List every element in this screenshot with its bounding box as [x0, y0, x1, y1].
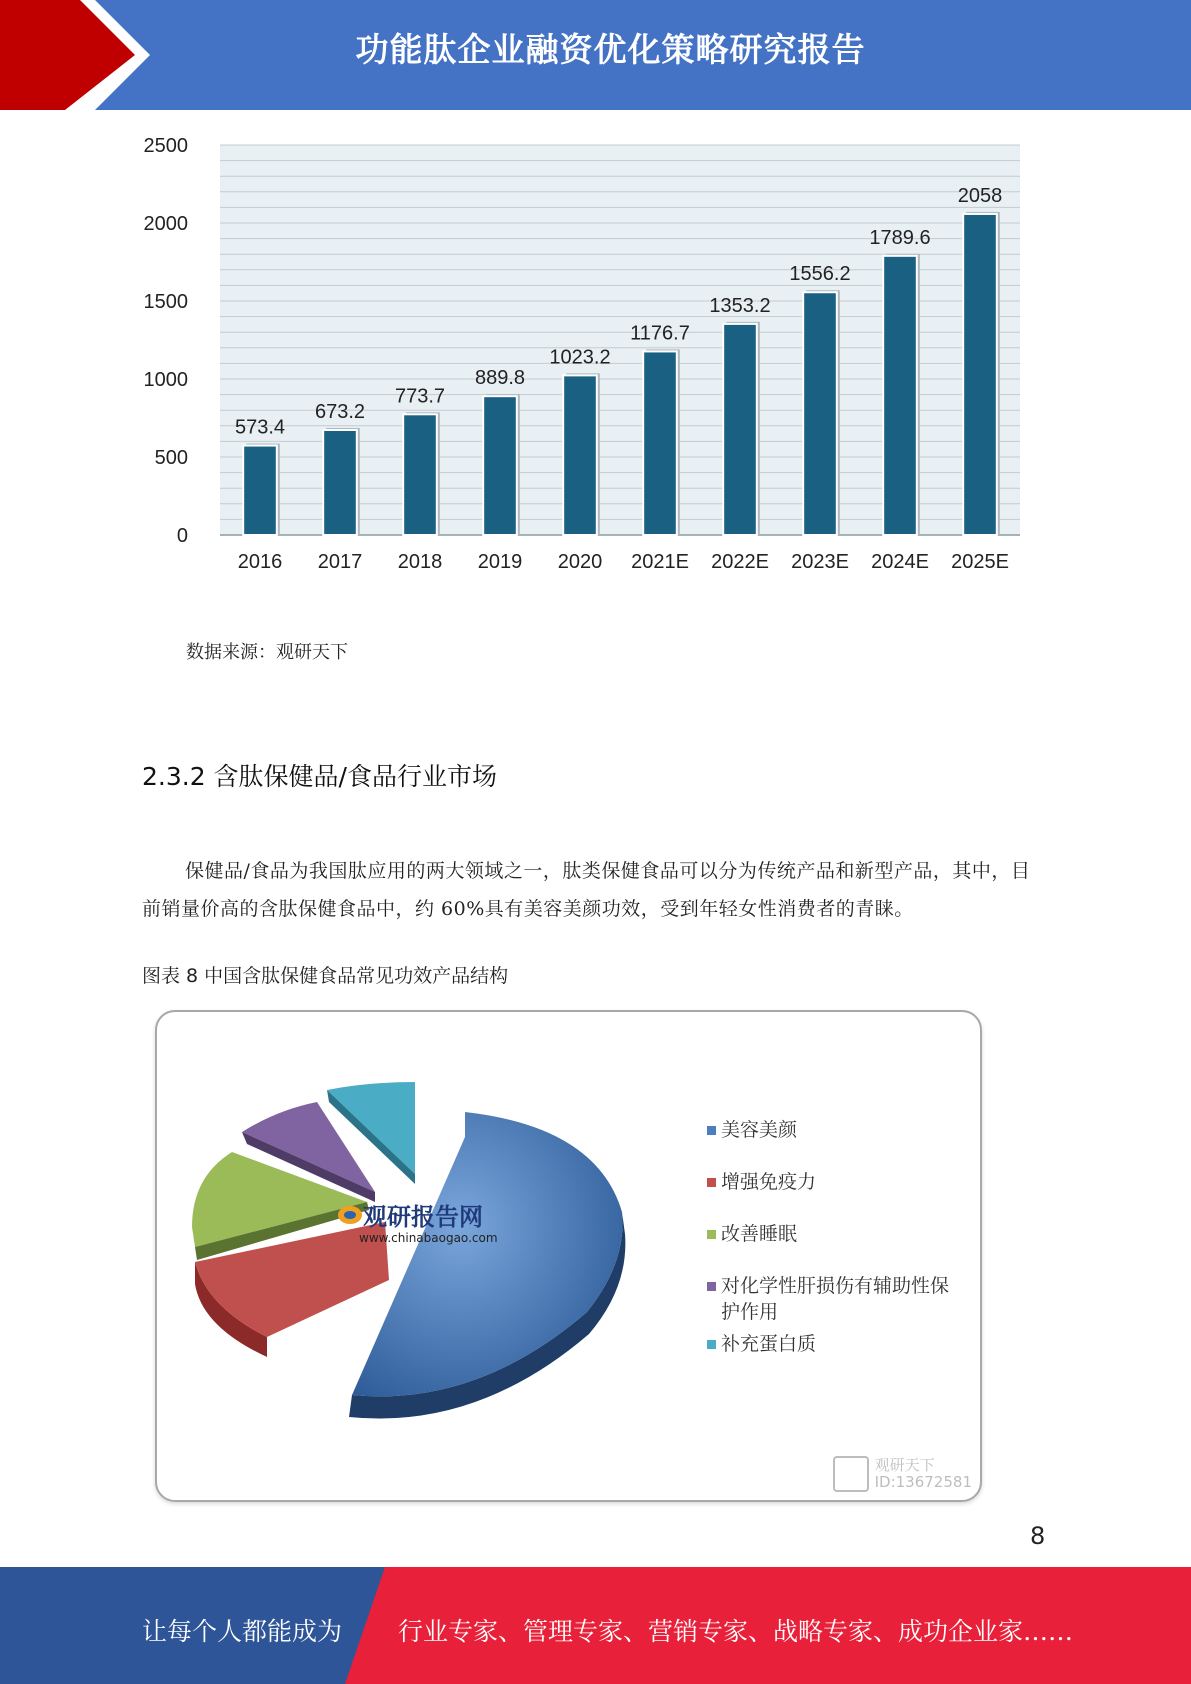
figure-caption: 图表 8 中国含肽保健食品常见功效产品结构 — [142, 965, 509, 987]
watermark-brand: 观研报告网 — [363, 1203, 483, 1231]
legend-label: 对化学性肝损伤有辅助性保护作用 — [721, 1275, 950, 1323]
legend-swatch — [707, 1340, 716, 1349]
x-tick-label: 2016 — [237, 551, 283, 573]
legend-swatch — [707, 1282, 716, 1291]
x-tick-label: 2023E — [791, 551, 849, 573]
body-paragraph: 保健品/食品为我国肽应用的两大领域之一，肽类保健食品可以分为传统产品和新型产品，其中，目前销量价高的含肽保健食品中，约 60%具有美容美颜功效，受到年轻女性消费者的青睐。 — [142, 860, 1031, 920]
x-tick-label: 2018 — [397, 551, 443, 573]
legend-label: 美容美颜 — [721, 1119, 798, 1141]
header-title: 功能肽企业融资优化策略研究报告 — [355, 30, 866, 69]
bar — [243, 446, 277, 535]
legend-item — [707, 1169, 967, 1195]
x-tick-label: 2025E — [951, 551, 1009, 573]
watermark-logo — [337, 1197, 498, 1245]
bar — [723, 324, 757, 535]
data-label: 573.4 — [234, 416, 286, 439]
y-tick-label: 500 — [154, 447, 188, 469]
watermark-logo-icon — [337, 1204, 363, 1226]
header-band — [0, 0, 1191, 110]
x-tick-label: 2019 — [477, 551, 523, 573]
watermark-url: www.chinabaogao.com — [359, 1231, 498, 1245]
legend-swatch — [707, 1178, 716, 1187]
bar — [643, 351, 677, 535]
pie-legend — [707, 1117, 967, 1383]
y-tick-label: 1000 — [143, 369, 188, 391]
pie-chart-panel — [155, 1010, 982, 1502]
bar — [883, 256, 917, 535]
stamp-id: ID:13672581 — [874, 1473, 972, 1491]
legend-item — [707, 1221, 967, 1247]
data-label: 1023.2 — [549, 346, 611, 369]
bar — [403, 414, 437, 535]
bar — [483, 396, 517, 535]
data-label: 1556.2 — [789, 263, 851, 286]
y-tick-label: 2000 — [143, 213, 188, 235]
section-heading: 2.3.2 含肽保健品/食品行业市场 — [142, 762, 497, 791]
page-number: 8 — [1030, 1522, 1046, 1550]
data-label: 1176.7 — [630, 322, 690, 345]
data-label: 1353.2 — [709, 294, 771, 317]
footer-slogan-left: 让每个人都能成为 — [142, 1617, 343, 1646]
y-tick-label: 0 — [176, 525, 188, 547]
x-tick-label: 2017 — [317, 551, 363, 573]
data-label: 889.8 — [474, 367, 526, 390]
legend-item — [707, 1331, 967, 1357]
bar — [563, 375, 597, 535]
legend-swatch — [707, 1126, 716, 1135]
footer-slogan-right: 行业专家、管理专家、营销专家、战略专家、成功企业家…… — [398, 1617, 1074, 1646]
legend-label: 补充蛋白质 — [721, 1333, 817, 1355]
data-label: 673.2 — [314, 400, 366, 423]
legend-label: 增强免疫力 — [721, 1171, 817, 1193]
stamp-icon — [833, 1456, 869, 1492]
x-tick-label: 2024E — [871, 551, 929, 573]
bar — [963, 214, 997, 535]
legend-label: 改善睡眠 — [721, 1223, 798, 1245]
x-tick-label: 2022E — [711, 551, 769, 573]
legend-item — [707, 1117, 967, 1143]
y-tick-label: 1500 — [143, 291, 188, 313]
bar-chart — [140, 135, 1040, 620]
legend-swatch — [707, 1230, 716, 1239]
y-tick-label: 2500 — [143, 135, 188, 157]
stamp-name: 观研天下 — [874, 1456, 935, 1474]
x-tick-label: 2020 — [557, 551, 603, 573]
bar — [323, 430, 357, 535]
data-label: 773.7 — [394, 385, 446, 408]
watermark-stamp — [833, 1456, 972, 1492]
data-source-note: 数据来源：观研天下 — [186, 642, 348, 663]
x-tick-label: 2021E — [631, 551, 689, 573]
data-label: 2058 — [957, 184, 1003, 207]
legend-item — [707, 1273, 967, 1325]
bar — [803, 292, 837, 535]
data-label: 1789.6 — [869, 226, 931, 249]
